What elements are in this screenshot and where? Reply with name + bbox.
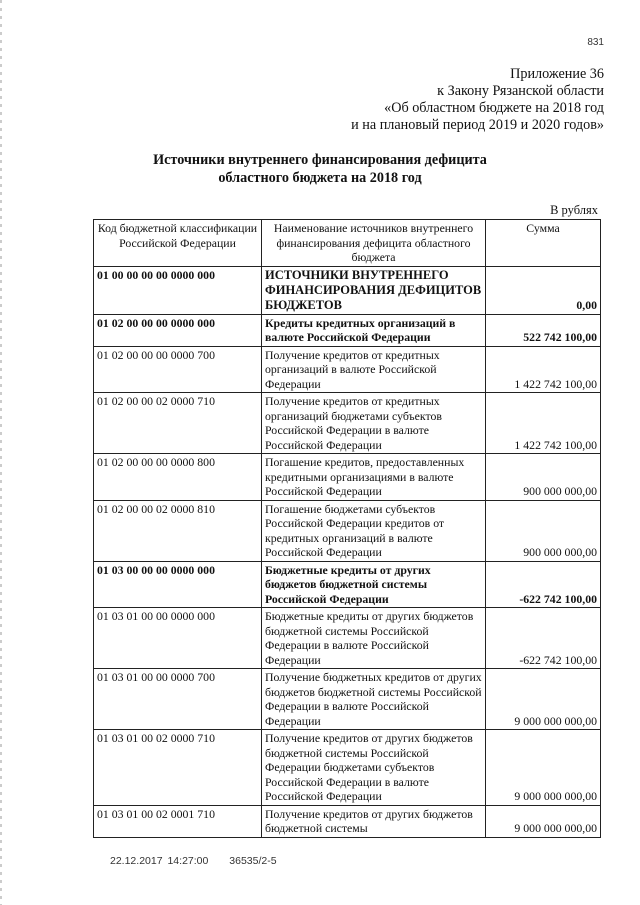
row-code: 01 03 00 00 00 0000 000 (94, 561, 262, 608)
row-name: Получение бюджетных кредитов от других бюджетов бюджетной системы Российской Федерации в валюте Российской Федерации (262, 669, 486, 730)
row-amount: 1 422 742 100,00 (486, 393, 601, 454)
row-amount: 900 000 000,00 (486, 454, 601, 501)
table-row (94, 561, 601, 608)
row-name: Кредиты кредитных организаций в валюте Российской Федерации (262, 314, 486, 346)
appendix-line-4: и на плановый период 2019 и 2020 годов» (351, 117, 604, 133)
header-code: Код бюджетной классификации Российской Федерации (94, 220, 262, 267)
table-row (94, 669, 601, 730)
table-row (94, 454, 601, 501)
row-name: Погашение кредитов, предоставленных кредитными организациями в валюте Российской Федерации (262, 454, 486, 501)
table-header-row (94, 220, 601, 267)
row-name: Получение кредитов от других бюджетов бюджетной системы Российской Федерации бюджетами субъектов Российской Федерации в валюте Российской Федерации (262, 730, 486, 806)
row-amount: 9 000 000 000,00 (486, 669, 601, 730)
units-label: В рублях (550, 203, 598, 217)
row-code: 01 02 00 00 02 0000 810 (94, 500, 262, 561)
row-code: 01 02 00 00 00 0000 700 (94, 346, 262, 393)
row-name: Получение кредитов от кредитных организаций бюджетами субъектов Российской Федерации в валюте Российской Федерации (262, 393, 486, 454)
document-footer (110, 855, 277, 867)
row-name: Бюджетные кредиты от других бюджетов бюджетной системы Российской Федерации (262, 561, 486, 608)
row-code: 01 03 01 00 00 0000 000 (94, 608, 262, 669)
row-code: 01 02 00 00 02 0000 710 (94, 393, 262, 454)
table-row (94, 730, 601, 806)
appendix-line-3: «Об областном бюджете на 2018 год (384, 100, 604, 116)
header-name: Наименование источников внутреннего финансирования дефицита областного бюджета (262, 220, 486, 267)
table-row (94, 608, 601, 669)
row-code: 01 03 01 00 02 0000 710 (94, 730, 262, 806)
row-code: 01 03 01 00 02 0001 710 (94, 805, 262, 837)
row-name: Бюджетные кредиты от других бюджетов бюджетной системы Российской Федерации в валюте Российской Федерации (262, 608, 486, 669)
row-amount: 522 742 100,00 (486, 314, 601, 346)
row-name: ИСТОЧНИКИ ВНУТРЕННЕГО ФИНАНСИРОВАНИЯ ДЕФИЦИТОВ БЮДЖЕТОВ (262, 266, 486, 314)
row-code: 01 02 00 00 00 0000 000 (94, 314, 262, 346)
scan-edge (0, 0, 2, 905)
table-row (94, 266, 601, 314)
header-amount: Сумма (486, 220, 601, 267)
row-name: Получение кредитов от кредитных организаций в валюте Российской Федерации (262, 346, 486, 393)
row-name: Получение кредитов от других бюджетов бюджетной системы (262, 805, 486, 837)
table-row (94, 346, 601, 393)
row-amount: 1 422 742 100,00 (486, 346, 601, 393)
row-code: 01 03 01 00 00 0000 700 (94, 669, 262, 730)
table-row (94, 314, 601, 346)
row-name: Погашение бюджетами субъектов Российской Федерации кредитов от кредитных организаций в валюте Российской Федерации (262, 500, 486, 561)
footer-datetime: 22.12.2017 14:27:00 (110, 855, 209, 867)
row-amount: -622 742 100,00 (486, 608, 601, 669)
row-code: 01 02 00 00 00 0000 800 (94, 454, 262, 501)
financing-sources-table (93, 219, 601, 838)
row-code: 01 00 00 00 00 0000 000 (94, 266, 262, 314)
table-row (94, 500, 601, 561)
row-amount: 9 000 000 000,00 (486, 730, 601, 806)
row-amount: 0,00 (486, 266, 601, 314)
table-row (94, 393, 601, 454)
appendix-line-2: к Закону Рязанской области (437, 83, 604, 99)
appendix-line-1: Приложение 36 (510, 66, 604, 82)
row-amount: 900 000 000,00 (486, 500, 601, 561)
appendix-header (351, 66, 604, 134)
document-title (0, 151, 640, 187)
title-line-1: Источники внутреннего финансирования дефицита (153, 152, 487, 168)
title-line-2: областного бюджета на 2018 год (218, 170, 422, 186)
row-amount: -622 742 100,00 (486, 561, 601, 608)
page-number: 831 (587, 37, 604, 48)
table-row (94, 805, 601, 837)
footer-doc-id: 36535/2-5 (229, 855, 277, 867)
row-amount: 9 000 000 000,00 (486, 805, 601, 837)
